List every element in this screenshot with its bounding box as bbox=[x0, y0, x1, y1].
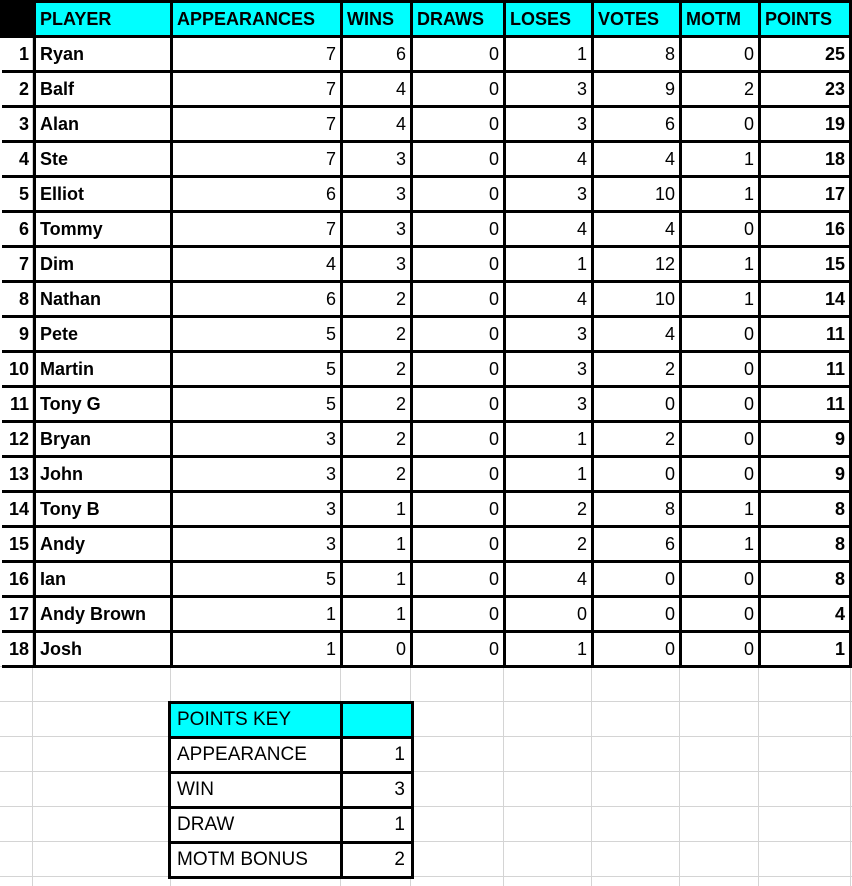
wins-cell[interactable]: 1 bbox=[342, 527, 412, 562]
loses-cell[interactable]: 3 bbox=[505, 72, 593, 107]
points-key-label[interactable]: DRAW bbox=[170, 808, 342, 843]
player-cell[interactable]: Nathan bbox=[35, 282, 172, 317]
header-wins[interactable]: WINS bbox=[342, 2, 412, 37]
wins-cell[interactable]: 1 bbox=[342, 492, 412, 527]
loses-cell[interactable]: 1 bbox=[505, 37, 593, 72]
motm-cell[interactable]: 0 bbox=[681, 352, 760, 387]
points-cell[interactable]: 14 bbox=[760, 282, 851, 317]
votes-cell[interactable]: 4 bbox=[593, 142, 681, 177]
wins-cell[interactable]: 1 bbox=[342, 597, 412, 632]
motm-cell[interactable]: 1 bbox=[681, 492, 760, 527]
player-cell[interactable]: Pete bbox=[35, 317, 172, 352]
table-row bbox=[2, 632, 851, 667]
motm-cell[interactable]: 0 bbox=[681, 422, 760, 457]
wins-cell[interactable]: 3 bbox=[342, 142, 412, 177]
loses-cell[interactable]: 4 bbox=[505, 282, 593, 317]
loses-cell[interactable]: 2 bbox=[505, 492, 593, 527]
row-number[interactable]: 16 bbox=[2, 562, 35, 597]
wins-cell[interactable]: 2 bbox=[342, 317, 412, 352]
points-cell[interactable]: 9 bbox=[760, 422, 851, 457]
header-appearances[interactable]: APPEARANCES bbox=[172, 2, 342, 37]
table-row bbox=[2, 72, 851, 107]
row-number[interactable]: 14 bbox=[2, 492, 35, 527]
draws-cell[interactable]: 0 bbox=[412, 527, 505, 562]
loses-cell[interactable]: 1 bbox=[505, 457, 593, 492]
table-row bbox=[2, 492, 851, 527]
player-cell[interactable]: Tommy bbox=[35, 212, 172, 247]
table-row bbox=[2, 247, 851, 282]
motm-cell[interactable]: 0 bbox=[681, 387, 760, 422]
draws-cell[interactable]: 0 bbox=[412, 457, 505, 492]
points-cell[interactable]: 15 bbox=[760, 247, 851, 282]
draws-cell[interactable]: 0 bbox=[412, 212, 505, 247]
points-cell[interactable]: 1 bbox=[760, 632, 851, 667]
player-cell[interactable]: Tony G bbox=[35, 387, 172, 422]
row-number[interactable]: 12 bbox=[2, 422, 35, 457]
player-cell[interactable]: Elliot bbox=[35, 177, 172, 212]
motm-cell[interactable]: 1 bbox=[681, 282, 760, 317]
header-votes[interactable]: VOTES bbox=[593, 2, 681, 37]
player-cell[interactable]: John bbox=[35, 457, 172, 492]
row-number[interactable]: 9 bbox=[2, 317, 35, 352]
loses-cell[interactable]: 3 bbox=[505, 107, 593, 142]
row-number[interactable]: 7 bbox=[2, 247, 35, 282]
row-number[interactable]: 18 bbox=[2, 632, 35, 667]
points-cell[interactable]: 18 bbox=[760, 142, 851, 177]
player-cell[interactable]: Martin bbox=[35, 352, 172, 387]
votes-cell[interactable]: 0 bbox=[593, 562, 681, 597]
points-cell[interactable]: 19 bbox=[760, 107, 851, 142]
appearances-cell[interactable]: 3 bbox=[172, 457, 342, 492]
motm-cell[interactable]: 0 bbox=[681, 457, 760, 492]
motm-cell[interactable]: 2 bbox=[681, 72, 760, 107]
points-cell[interactable]: 25 bbox=[760, 37, 851, 72]
votes-cell[interactable]: 0 bbox=[593, 457, 681, 492]
points-cell[interactable]: 16 bbox=[760, 212, 851, 247]
votes-cell[interactable]: 0 bbox=[593, 597, 681, 632]
appearances-cell[interactable]: 5 bbox=[172, 317, 342, 352]
votes-cell[interactable]: 4 bbox=[593, 212, 681, 247]
draws-cell[interactable]: 0 bbox=[412, 422, 505, 457]
points-cell[interactable]: 9 bbox=[760, 457, 851, 492]
table-row bbox=[2, 422, 851, 457]
draws-cell[interactable]: 0 bbox=[412, 37, 505, 72]
wins-cell[interactable]: 6 bbox=[342, 37, 412, 72]
row-number[interactable]: 8 bbox=[2, 282, 35, 317]
appearances-cell[interactable]: 5 bbox=[172, 387, 342, 422]
wins-cell[interactable]: 4 bbox=[342, 72, 412, 107]
table-row bbox=[2, 282, 851, 317]
appearances-cell[interactable]: 7 bbox=[172, 107, 342, 142]
votes-cell[interactable]: 2 bbox=[593, 352, 681, 387]
points-cell[interactable]: 11 bbox=[760, 317, 851, 352]
player-cell[interactable]: Tony B bbox=[35, 492, 172, 527]
points-cell[interactable]: 4 bbox=[760, 597, 851, 632]
wins-cell[interactable]: 1 bbox=[342, 562, 412, 597]
votes-cell[interactable]: 6 bbox=[593, 527, 681, 562]
loses-cell[interactable]: 4 bbox=[505, 562, 593, 597]
points-key-header-blank[interactable] bbox=[342, 703, 413, 738]
votes-cell[interactable]: 8 bbox=[593, 492, 681, 527]
votes-cell[interactable]: 4 bbox=[593, 317, 681, 352]
points-cell[interactable]: 11 bbox=[760, 352, 851, 387]
appearances-cell[interactable]: 6 bbox=[172, 177, 342, 212]
motm-cell[interactable]: 0 bbox=[681, 597, 760, 632]
draws-cell[interactable]: 0 bbox=[412, 107, 505, 142]
appearances-cell[interactable]: 7 bbox=[172, 142, 342, 177]
row-number[interactable]: 10 bbox=[2, 352, 35, 387]
votes-cell[interactable]: 2 bbox=[593, 422, 681, 457]
draws-cell[interactable]: 0 bbox=[412, 282, 505, 317]
wins-cell[interactable]: 2 bbox=[342, 282, 412, 317]
draws-cell[interactable]: 0 bbox=[412, 387, 505, 422]
points-key-title[interactable]: POINTS KEY bbox=[170, 703, 342, 738]
points-cell[interactable]: 11 bbox=[760, 387, 851, 422]
row-number[interactable]: 11 bbox=[2, 387, 35, 422]
loses-cell[interactable]: 3 bbox=[505, 177, 593, 212]
votes-cell[interactable]: 8 bbox=[593, 37, 681, 72]
votes-cell[interactable]: 12 bbox=[593, 247, 681, 282]
table-row bbox=[2, 562, 851, 597]
player-cell[interactable]: Ian bbox=[35, 562, 172, 597]
table-row bbox=[2, 142, 851, 177]
points-cell[interactable]: 8 bbox=[760, 562, 851, 597]
appearances-cell[interactable]: 5 bbox=[172, 352, 342, 387]
row-number[interactable]: 17 bbox=[2, 597, 35, 632]
table-row bbox=[2, 107, 851, 142]
table-row bbox=[2, 597, 851, 632]
appearances-cell[interactable]: 1 bbox=[172, 597, 342, 632]
votes-cell[interactable]: 10 bbox=[593, 282, 681, 317]
points-cell[interactable]: 8 bbox=[760, 492, 851, 527]
wins-cell[interactable]: 2 bbox=[342, 387, 412, 422]
player-cell[interactable]: Dim bbox=[35, 247, 172, 282]
points-key-table bbox=[168, 701, 414, 879]
draws-cell[interactable]: 0 bbox=[412, 597, 505, 632]
corner-cell bbox=[2, 2, 35, 37]
points-key-label[interactable]: APPEARANCE bbox=[170, 738, 342, 773]
loses-cell[interactable]: 1 bbox=[505, 247, 593, 282]
player-cell[interactable]: Ryan bbox=[35, 37, 172, 72]
header-player[interactable]: PLAYER bbox=[35, 2, 172, 37]
table-row bbox=[2, 457, 851, 492]
loses-cell[interactable]: 3 bbox=[505, 387, 593, 422]
player-cell[interactable]: Josh bbox=[35, 632, 172, 667]
row-number[interactable]: 3 bbox=[2, 107, 35, 142]
appearances-cell[interactable]: 3 bbox=[172, 422, 342, 457]
motm-cell[interactable]: 1 bbox=[681, 177, 760, 212]
header-motm[interactable]: MOTM bbox=[681, 2, 760, 37]
points-key-row bbox=[170, 738, 413, 773]
appearances-cell[interactable]: 6 bbox=[172, 282, 342, 317]
points-key-value[interactable]: 3 bbox=[342, 773, 413, 808]
votes-cell[interactable]: 0 bbox=[593, 632, 681, 667]
motm-cell[interactable]: 1 bbox=[681, 142, 760, 177]
points-key-value[interactable]: 1 bbox=[342, 808, 413, 843]
votes-cell[interactable]: 6 bbox=[593, 107, 681, 142]
motm-cell[interactable]: 0 bbox=[681, 562, 760, 597]
appearances-cell[interactable]: 7 bbox=[172, 72, 342, 107]
points-key-row bbox=[170, 843, 413, 878]
row-number[interactable]: 4 bbox=[2, 142, 35, 177]
table-row bbox=[2, 387, 851, 422]
header-draws[interactable]: DRAWS bbox=[412, 2, 505, 37]
row-number[interactable]: 5 bbox=[2, 177, 35, 212]
appearances-cell[interactable]: 3 bbox=[172, 492, 342, 527]
wins-cell[interactable]: 3 bbox=[342, 247, 412, 282]
points-cell[interactable]: 23 bbox=[760, 72, 851, 107]
votes-cell[interactable]: 0 bbox=[593, 387, 681, 422]
votes-cell[interactable]: 9 bbox=[593, 72, 681, 107]
table-row bbox=[2, 527, 851, 562]
points-key-row bbox=[170, 773, 413, 808]
points-key-header bbox=[170, 703, 413, 738]
player-cell[interactable]: Alan bbox=[35, 107, 172, 142]
appearances-cell[interactable]: 7 bbox=[172, 37, 342, 72]
wins-cell[interactable]: 2 bbox=[342, 422, 412, 457]
header-points[interactable]: POINTS bbox=[760, 2, 851, 37]
table-row bbox=[2, 352, 851, 387]
motm-cell[interactable]: 1 bbox=[681, 247, 760, 282]
points-key-value[interactable]: 1 bbox=[342, 738, 413, 773]
loses-cell[interactable]: 1 bbox=[505, 422, 593, 457]
appearances-cell[interactable]: 7 bbox=[172, 212, 342, 247]
wins-cell[interactable]: 2 bbox=[342, 457, 412, 492]
loses-cell[interactable]: 0 bbox=[505, 597, 593, 632]
motm-cell[interactable]: 0 bbox=[681, 107, 760, 142]
motm-cell[interactable]: 0 bbox=[681, 632, 760, 667]
row-number[interactable]: 13 bbox=[2, 457, 35, 492]
loses-cell[interactable]: 3 bbox=[505, 317, 593, 352]
table-row bbox=[2, 177, 851, 212]
header-loses[interactable]: LOSES bbox=[505, 2, 593, 37]
loses-cell[interactable]: 4 bbox=[505, 212, 593, 247]
wins-cell[interactable]: 0 bbox=[342, 632, 412, 667]
draws-cell[interactable]: 0 bbox=[412, 352, 505, 387]
loses-cell[interactable]: 2 bbox=[505, 527, 593, 562]
loses-cell[interactable]: 3 bbox=[505, 352, 593, 387]
player-cell[interactable]: Ste bbox=[35, 142, 172, 177]
draws-cell[interactable]: 0 bbox=[412, 317, 505, 352]
row-number[interactable]: 6 bbox=[2, 212, 35, 247]
wins-cell[interactable]: 3 bbox=[342, 212, 412, 247]
draws-cell[interactable]: 0 bbox=[412, 562, 505, 597]
loses-cell[interactable]: 4 bbox=[505, 142, 593, 177]
draws-cell[interactable]: 0 bbox=[412, 142, 505, 177]
row-number[interactable]: 1 bbox=[2, 37, 35, 72]
wins-cell[interactable]: 3 bbox=[342, 177, 412, 212]
points-cell[interactable]: 17 bbox=[760, 177, 851, 212]
header-row bbox=[2, 2, 851, 37]
wins-cell[interactable]: 4 bbox=[342, 107, 412, 142]
draws-cell[interactable]: 0 bbox=[412, 177, 505, 212]
player-cell[interactable]: Andy Brown bbox=[35, 597, 172, 632]
row-number[interactable]: 2 bbox=[2, 72, 35, 107]
table-row bbox=[2, 317, 851, 352]
votes-cell[interactable]: 10 bbox=[593, 177, 681, 212]
motm-cell[interactable]: 0 bbox=[681, 212, 760, 247]
row-number[interactable]: 15 bbox=[2, 527, 35, 562]
motm-cell[interactable]: 1 bbox=[681, 527, 760, 562]
player-cell[interactable]: Bryan bbox=[35, 422, 172, 457]
draws-cell[interactable]: 0 bbox=[412, 632, 505, 667]
draws-cell[interactable]: 0 bbox=[412, 247, 505, 282]
motm-cell[interactable]: 0 bbox=[681, 317, 760, 352]
appearances-cell[interactable]: 4 bbox=[172, 247, 342, 282]
points-key-label[interactable]: MOTM BONUS bbox=[170, 843, 342, 878]
points-cell[interactable]: 8 bbox=[760, 527, 851, 562]
points-key-row bbox=[170, 808, 413, 843]
appearances-cell[interactable]: 1 bbox=[172, 632, 342, 667]
table-row bbox=[2, 212, 851, 247]
wins-cell[interactable]: 2 bbox=[342, 352, 412, 387]
draws-cell[interactable]: 0 bbox=[412, 72, 505, 107]
player-cell[interactable]: Balf bbox=[35, 72, 172, 107]
draws-cell[interactable]: 0 bbox=[412, 492, 505, 527]
motm-cell[interactable]: 0 bbox=[681, 37, 760, 72]
appearances-cell[interactable]: 3 bbox=[172, 527, 342, 562]
player-cell[interactable]: Andy bbox=[35, 527, 172, 562]
appearances-cell[interactable]: 5 bbox=[172, 562, 342, 597]
loses-cell[interactable]: 1 bbox=[505, 632, 593, 667]
table-row bbox=[2, 37, 851, 72]
points-key-label[interactable]: WIN bbox=[170, 773, 342, 808]
points-key-value[interactable]: 2 bbox=[342, 843, 413, 878]
